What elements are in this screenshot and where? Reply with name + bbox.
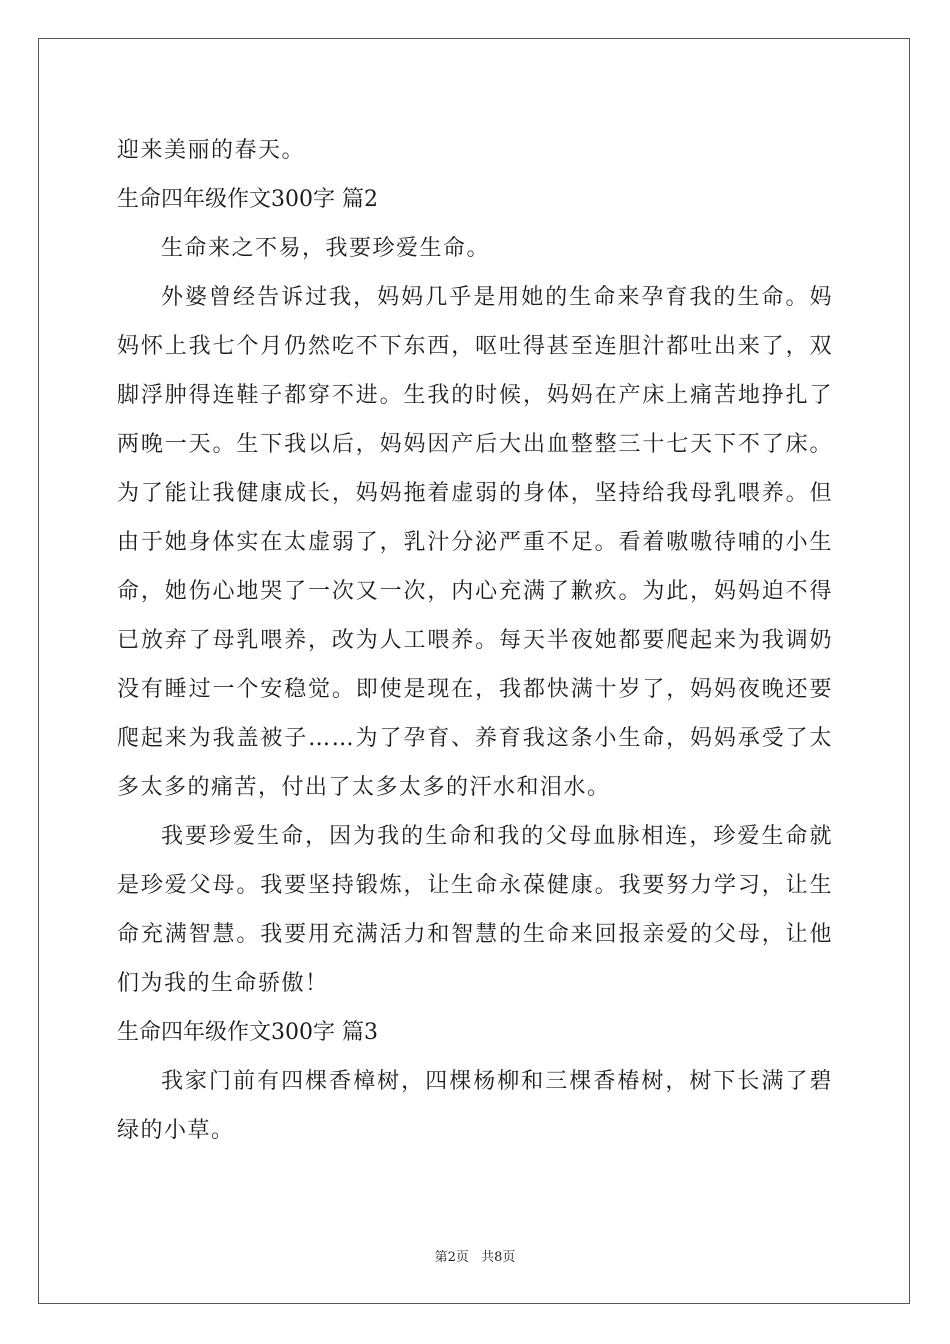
paragraph: 我要珍爱生命，因为我的生命和我的父母血脉相连，珍爱生命就是珍爱父母。我要坚持锻炼，让生命永葆健康。我要努力学习，让生命充满智慧。我要用充满活力和智慧的生命来回报亲爱的父母，让他们为我的生命骄傲！ [117,824,833,996]
page-total: 共8页 [481,1250,516,1265]
paragraph: 生命来之不易，我要珍爱生命。 [161,236,491,261]
section-heading: 生命四年级作文300字 篇2 [117,187,378,212]
page-number: 第2页 [434,1250,469,1265]
section-heading: 生命四年级作文300字 篇3 [117,1020,378,1045]
page-footer [0,1246,950,1265]
document-body [117,126,833,1155]
paragraph: 迎来美丽的春天。 [117,138,306,163]
paragraph: 我家门前有四棵香樟树，四棵杨柳和三棵香椿树，树下长满了碧绿的小草。 [117,1069,833,1143]
paragraph: 外婆曾经告诉过我，妈妈几乎是用她的生命来孕育我的生命。妈妈怀上我七个月仍然吃不下东西，呕吐得甚至连胆汁都吐出来了，双脚浮肿得连鞋子都穿不进。生我的时候，妈妈在产床上痛苦地挣扎了两晚一天。生下我以后，妈妈因产后大出血整整三十七天下不了床。为了能让我健康成长，妈妈拖着虚弱的身体，坚持给我母乳喂养。但由于她身体实在太虚弱了，乳汁分泌严重不足。看着嗷嗷待哺的小生命，她伤心地哭了一次又一次，内心充满了歉疚。为此，妈妈迫不得已放弃了母乳喂养，改为人工喂养。每天半夜她都要爬起来为我调奶没有睡过一个安稳觉。即使是现在，我都快满十岁了，妈妈夜晚还要爬起来为我盖被子……为了孕育、养育我这条小生命，妈妈承受了太多太多的痛苦，付出了太多太多的汗水和泪水。 [117,285,833,800]
